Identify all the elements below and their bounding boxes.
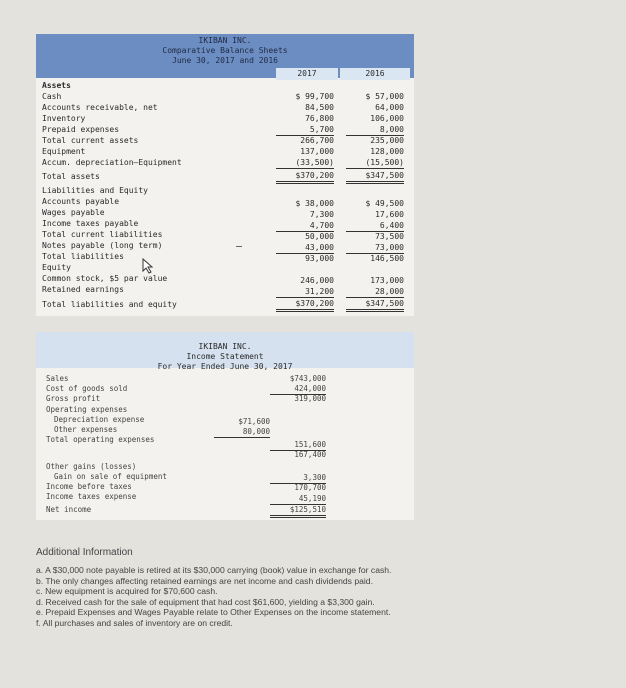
row-label: Equipment	[42, 147, 86, 156]
value-2016: $347,500	[346, 170, 404, 184]
income-row-label: Sales	[46, 374, 69, 383]
row-label: Accum. depreciation—Equipment	[42, 158, 182, 167]
additional-information	[36, 546, 616, 629]
row-label: Total current assets	[42, 136, 139, 145]
value-2016: 8,000	[346, 124, 404, 136]
income-row-label: Depreciation expense	[54, 415, 145, 424]
row-label: Accounts receivable, net	[42, 103, 158, 112]
value-2016: 64,000	[375, 103, 404, 112]
value-2016: 173,000	[370, 276, 404, 285]
income-row-value: 170,700	[294, 483, 326, 492]
income-row-label: Other expenses	[54, 425, 118, 434]
row-label: Income taxes payable	[42, 219, 139, 228]
value-2016: 235,000	[370, 136, 404, 145]
section-assets: Assets	[42, 81, 71, 90]
income-row-label: Other gains (losses)	[46, 462, 137, 471]
value-2017: 246,000	[300, 276, 334, 285]
income-row-subvalue: $71,600	[238, 417, 270, 426]
row-label: Total liabilities and equity	[42, 300, 177, 309]
value-2017: $ 38,000	[295, 199, 334, 208]
dash-mark	[236, 246, 242, 247]
value-2017: 5,700	[276, 124, 334, 136]
value-2016: 106,000	[370, 114, 404, 123]
value-2017: (33,500)	[276, 157, 334, 169]
income-row-label: Total operating expenses	[46, 435, 155, 444]
value-2016: $ 49,500	[365, 199, 404, 208]
income-row-label: Gain on sale of equipment	[54, 472, 167, 481]
note-f: f. All purchases and sales of inventory are on credit.	[36, 617, 233, 628]
additional-information-title: Additional Information	[36, 547, 133, 558]
value-2017: $370,200	[276, 298, 334, 312]
row-label: Cash	[42, 92, 62, 101]
section-liabilities-equity: Liabilities and Equity	[42, 186, 148, 195]
value-2017: 84,500	[305, 103, 334, 112]
income-row-label: Operating expenses	[46, 405, 128, 414]
note-c: c. New equipment is acquired for $70,600 cash.	[36, 586, 218, 597]
value-2016: 146,500	[370, 254, 404, 263]
income-statement-period: For Year Ended June 30, 2017	[157, 362, 293, 371]
income-row-label: Income before taxes	[46, 482, 132, 491]
row-label: Common stock, $5 par value	[42, 274, 168, 283]
value-2016: 128,000	[370, 147, 404, 156]
row-label: Total assets	[42, 172, 100, 181]
value-2016: 73,000	[346, 242, 404, 254]
note-e: e. Prepaid Expenses and Wages Payable relate to Other Expenses on the income statement.	[36, 607, 391, 618]
income-row-label: Cost of goods sold	[46, 384, 128, 393]
value-2017: 93,000	[305, 254, 334, 263]
value-2017: 4,700	[276, 220, 334, 232]
value-2016: 17,600	[375, 210, 404, 219]
income-row-value: 151,600	[270, 440, 326, 451]
value-2017: 31,200	[276, 286, 334, 298]
value-2017: 137,000	[300, 147, 334, 156]
income-row-label: Net income	[46, 505, 92, 514]
income-row-subvalue: 80,000	[214, 427, 270, 438]
value-2017: 7,300	[309, 210, 334, 219]
income-row-value: 319,000	[294, 394, 326, 403]
value-2016: (15,500)	[346, 157, 404, 169]
income-row-value: 424,000	[270, 384, 326, 395]
income-company-name: IKIBAN INC.	[198, 342, 252, 351]
value-2017: 50,000	[305, 232, 334, 241]
note-d: d. Received cash for the sale of equipment that had cost $61,600, yielding a $3,300 gain.	[36, 596, 375, 607]
value-2016: 28,000	[346, 286, 404, 298]
row-label: Prepaid expenses	[42, 125, 120, 134]
income-row-label: Gross profit	[46, 394, 101, 403]
row-label: Total current liabilities	[42, 230, 163, 239]
mouse-cursor-icon	[142, 258, 154, 274]
value-2017: 76,800	[305, 114, 334, 123]
balance-sheet-title: Comparative Balance Sheets	[162, 46, 288, 55]
row-label: Notes payable (long term)	[42, 241, 163, 250]
company-name: IKIBAN INC.	[198, 36, 252, 45]
value-2016: 73,500	[375, 232, 404, 241]
section-equity: Equity	[42, 263, 71, 272]
value-2017: 266,700	[300, 136, 334, 145]
note-b: b. The only changes affecting retained earnings are net income and cash dividends paid.	[36, 575, 373, 586]
value-2017: $370,200	[276, 170, 334, 184]
value-2016: 6,400	[346, 220, 404, 232]
income-row-label: Income taxes expense	[46, 492, 137, 501]
value-2016: $ 57,000	[365, 92, 404, 101]
column-header-2016: 2016	[340, 68, 410, 80]
row-label: Inventory	[42, 114, 86, 123]
row-label: Wages payable	[42, 208, 105, 217]
value-2017: $ 99,700	[295, 92, 334, 101]
row-label: Total liabilities	[42, 252, 124, 261]
income-row-value: 167,400	[294, 450, 326, 459]
income-row-value: $125,510	[270, 505, 326, 518]
value-2016: $347,500	[346, 298, 404, 312]
note-a: a. A $30,000 note payable is retired at its $30,000 carrying (book) value in exchange for cash.	[36, 565, 392, 575]
row-label: Retained earnings	[42, 285, 124, 294]
row-label: Accounts payable	[42, 197, 120, 206]
column-header-2017: 2017	[276, 68, 338, 80]
income-row-value: 3,300	[270, 473, 326, 484]
income-statement-title: Income Statement	[186, 352, 264, 361]
balance-sheet-date: June 30, 2017 and 2016	[172, 56, 278, 65]
value-2017: 43,000	[276, 242, 334, 254]
income-row-value: 45,190	[270, 494, 326, 505]
income-row-value: $743,000	[289, 374, 326, 383]
